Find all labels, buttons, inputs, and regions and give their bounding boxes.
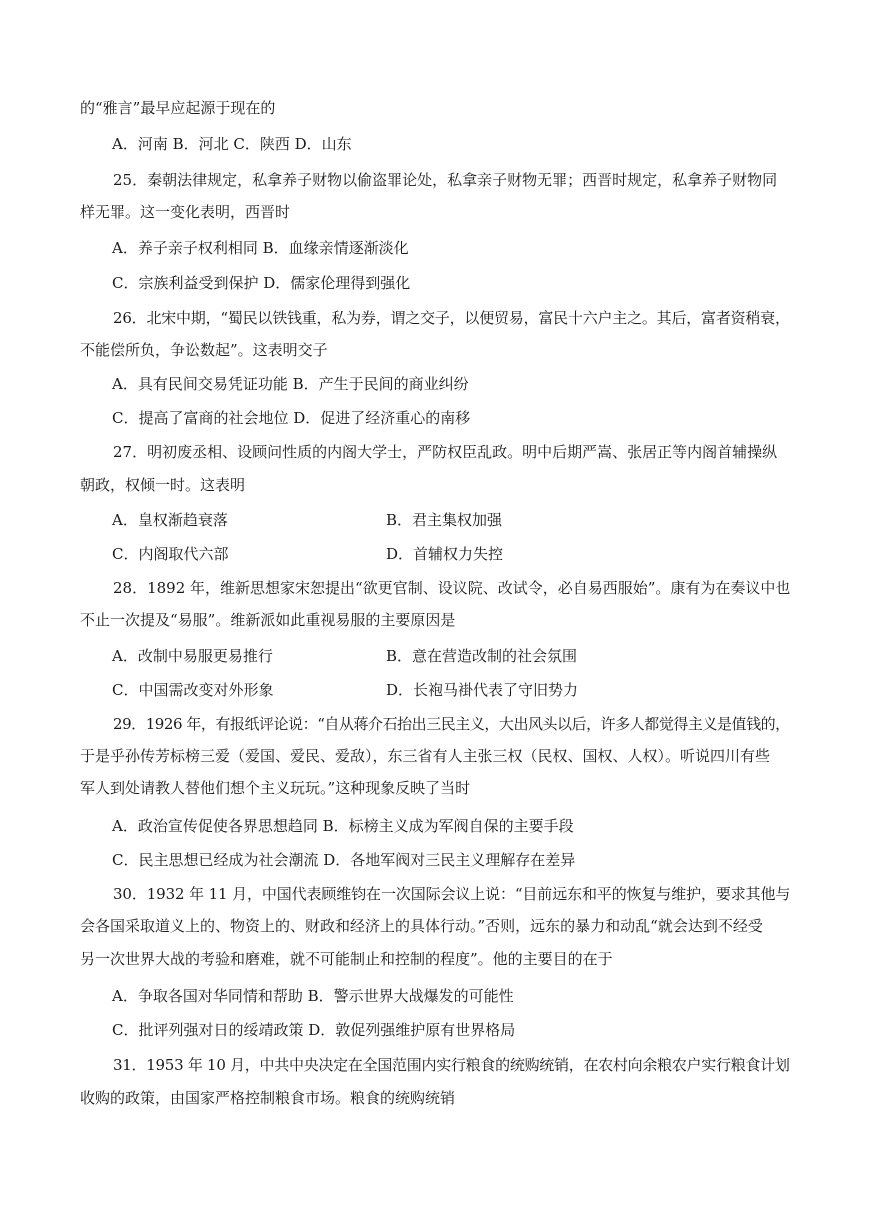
q29-stem-line1: 29．1926 年，有报纸评论说：“自从蒋介石抬出三民主义，大出风头以后，许多人都觉得主义是值钱的， xyxy=(113,715,790,733)
q25-options-ab: A．养子亲子权利相同 B．血缘亲情逐渐淡化 xyxy=(112,239,409,257)
q27-option-d: D．首辅权力失控 xyxy=(386,545,504,563)
q31-stem-line1: 31．1953 年 10 月，中共中央决定在全国范围内实行粮食的统购统销，在农村向余粮农户实行粮食计划 xyxy=(113,1056,790,1074)
q30-options-ab: A．争取各国对华同情和帮助 B．警示世界大战爆发的可能性 xyxy=(112,987,514,1005)
q26-stem-line2: 不能偿所负，争讼数起”。这表明交子 xyxy=(80,341,328,359)
q24-options: A．河南 B．河北 C．陕西 D．山东 xyxy=(112,135,352,153)
q27-stem-line1: 27．明初废丞相、设顾问性质的内阁大学士，严防权臣乱政。明中后期严嵩、张居正等内阁首辅操纵 xyxy=(113,443,778,461)
q30-stem-line2: 会各国采取道义上的、物资上的、财政和经济上的具体行动。”否则，远东的暴力和动乱“就会达到不经受 xyxy=(80,917,763,935)
q28-option-d: D．长袍马褂代表了守旧势力 xyxy=(386,681,579,699)
q29-stem-line3: 军人到处请教人替他们想个主义玩玩。”这种现象反映了当时 xyxy=(80,779,471,797)
q27-stem-line2: 朝政，权倾一时。这表明 xyxy=(80,476,246,494)
q27-option-c: C．内阁取代六部 xyxy=(112,545,229,563)
q30-options-cd: C．批评列强对日的绥靖政策 D．敦促列强维护原有世界格局 xyxy=(112,1021,516,1039)
q28-stem-line1: 28．1892 年，维新思想家宋恕提出“欲更官制、设议院、改试令，必自易西服始”。康有为在奏议中也 xyxy=(113,579,791,597)
q31-stem-line2: 收购的政策，由国家严格控制粮食市场。粮食的统购统销 xyxy=(80,1089,456,1107)
q30-stem-line1: 30．1932 年 11 月，中国代表顾维钧在一次国际会议上说：“目前远东和平的恢复与维护，要求其他与 xyxy=(113,885,791,903)
q25-stem-line2: 样无罪。这一变化表明，西晋时 xyxy=(80,203,291,221)
q26-options-ab: A．具有民间交易凭证功能 B．产生于民间的商业纠纷 xyxy=(112,375,469,393)
q25-options-cd: C．宗族利益受到保护 D．儒家伦理得到强化 xyxy=(112,274,411,292)
q26-stem-line1: 26．北宋中期，“蜀民以铁钱重，私为券，谓之交子，以便贸易，富民十六户主之。其后，富者资稍衰， xyxy=(113,309,790,327)
q26-options-cd: C．提高了富商的社会地位 D．促进了经济重心的南移 xyxy=(112,409,471,427)
q27-option-a: A．皇权渐趋衰落 xyxy=(112,511,228,529)
q28-stem-line2: 不止一次提及“易服”。维新派如此重视易服的主要原因是 xyxy=(80,611,456,629)
q28-option-a: A．改制中易服更易推行 xyxy=(112,647,273,665)
q25-stem-line1: 25．秦朝法律规定，私拿养子财物以偷盗罪论处，私拿亲子财物无罪；西晋时规定，私拿养子财物同 xyxy=(113,171,778,189)
q29-options-cd: C．民主思想已经成为社会潮流 D．各地军阀对三民主义理解存在差异 xyxy=(112,851,576,869)
q27-option-b: B．君主集权加强 xyxy=(386,511,503,529)
q30-stem-line3: 另一次世界大战的考验和磨难，就不可能制止和控制的程度”。他的主要目的在于 xyxy=(80,950,613,968)
q28-option-c: C．中国需改变对外形象 xyxy=(112,681,274,699)
q29-stem-line2: 于是乎孙传芳标榜三爱（爱国、爱民、爱敌），东三省有人主张三权（民权、国权、人权）。听说四川有些 xyxy=(80,747,771,765)
q24-stem-tail: 的“雅言”最早应起源于现在的 xyxy=(80,99,276,117)
q28-option-b: B．意在营造改制的社会氛围 xyxy=(386,647,578,665)
q29-options-ab: A．政治宣传促使各界思想趋同 B．标榜主义成为军阀自保的主要手段 xyxy=(112,817,574,835)
